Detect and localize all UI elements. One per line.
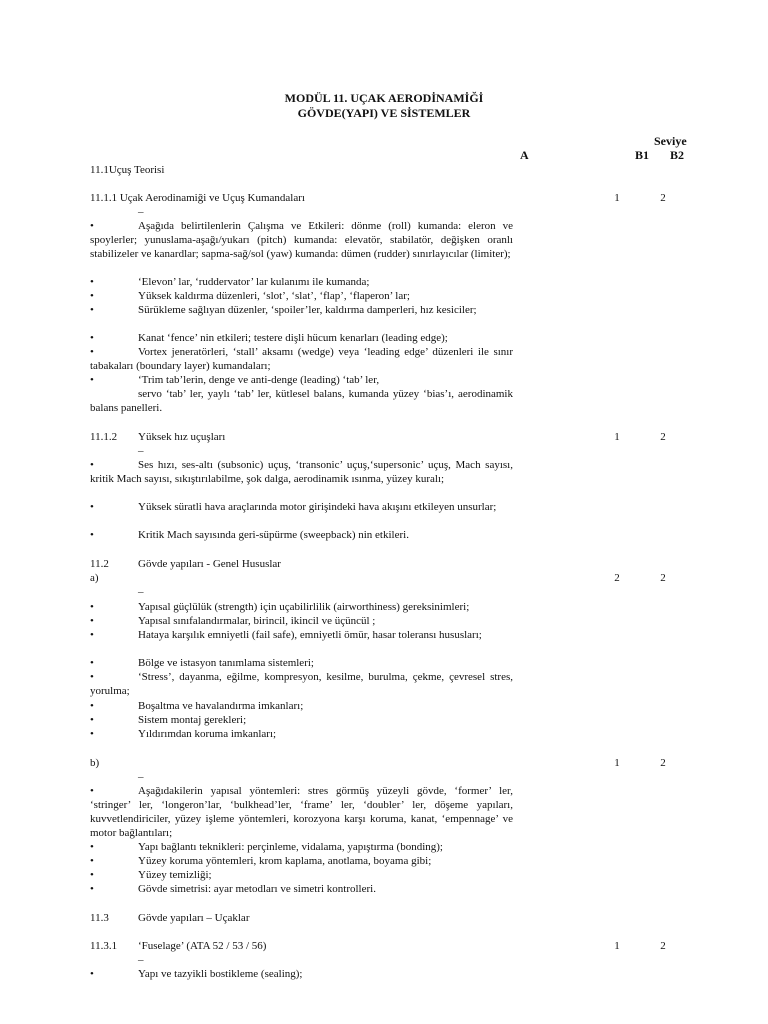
- list-item: [90, 289, 513, 303]
- list-item: [90, 275, 513, 289]
- section-number: 11.2: [90, 558, 109, 570]
- list-item: [90, 656, 513, 670]
- module-title: MODÜL 11. UÇAK AERODİNAMİĞİ: [284, 91, 484, 105]
- section-heading: ‘Fuselage’ (ATA 52 / 53 / 56): [138, 940, 267, 952]
- list-item-text: Kanat ‘fence’ nin etkileri; testere dişli hücum kenarları (leading edge);: [138, 332, 448, 344]
- section-heading: 11.1.1 Uçak Aerodinamiği ve Uçuş Kumandaları: [90, 192, 305, 204]
- list-item-text: Sürükleme sağlıyan düzenler, ‘spoiler’ler, kaldırma damperleri, hız kesiciler;: [138, 304, 477, 316]
- bullet-marker: •: [90, 276, 94, 288]
- list-item-text: Hataya karşılık emniyetli (fail safe), emniyetli ömür, hasar toleransı hususları;: [138, 629, 482, 641]
- bullet-marker: •: [90, 332, 94, 344]
- list-item-text: Yapı ve tazyikli bostikleme (sealing);: [138, 968, 303, 980]
- list-item-text: Aşağıda belirtilenlerin Çalışma ve Etkileri: dönme (roll) kumanda: eleron ve spoylerler; yunuslama-aşağı/yukarı (pitch) kumanda: elevatör, stabilatör, değişken oranlı stabilizeler ve kanardlar; sapma-sağ/sol (yaw) kumanda: dümen (rudder) sınırlayıcılar (limiter);: [90, 220, 513, 260]
- bullet-marker: •: [90, 529, 94, 541]
- list-item: [90, 628, 513, 642]
- list-item-text: Yüzey temizliği;: [138, 869, 212, 881]
- section-heading: Gövde yapıları – Uçaklar: [138, 912, 250, 924]
- level-b2: 2: [660, 940, 666, 952]
- list-item-text: ‘Elevon’ lar, ‘ruddervator’ lar kulanımı ile kumanda;: [138, 276, 370, 288]
- section-number: 11.3: [90, 912, 109, 924]
- level-b2: 2: [660, 757, 666, 769]
- list-item: [90, 699, 513, 713]
- list-item-text: ‘Trim tab’lerin, denge ve anti-denge (leading) ‘tab’ ler,: [138, 374, 380, 386]
- bullet-marker: •: [90, 220, 94, 232]
- list-item-text: Yapı bağlantı teknikleri: perçinleme, vidalama, yapıştırma (bonding);: [138, 841, 443, 853]
- list-item-text: Gövde simetrisi: ayar metodları ve simetri kontrolleri.: [138, 883, 376, 895]
- list-item: [90, 373, 513, 387]
- list-item: [90, 345, 513, 373]
- list-item: [90, 600, 513, 614]
- bullet-marker: •: [90, 657, 94, 669]
- list-item-text: Sistem montaj gerekleri;: [138, 714, 247, 726]
- bullet-marker: •: [90, 855, 94, 867]
- list-item: [90, 614, 513, 628]
- list-item-text: Yapısal sınıfalandırmalar, birincil, ikincil ve üçüncül ;: [138, 615, 376, 627]
- bullet-marker: •: [90, 615, 94, 627]
- bullet-marker: •: [90, 671, 94, 683]
- list-item: [90, 854, 513, 868]
- section-heading: Gövde yapıları - Genel Hususlar: [138, 558, 281, 570]
- level-b1: 1: [614, 940, 620, 952]
- level-b2: 2: [660, 431, 666, 443]
- bullet-marker: •: [90, 700, 94, 712]
- list-item: [90, 713, 513, 727]
- bullet-marker: •: [90, 290, 94, 302]
- column-header-seviye: Seviye: [654, 134, 687, 148]
- bullet-marker: •: [90, 968, 94, 980]
- section-number: 11.1.2: [90, 431, 118, 443]
- list-item-continuation: servo ‘tab’ ler, yaylı ‘tab’ ler, kütlesel balans, kumanda yüzey ‘bias’ı, aerodinamik balans panelleri.: [90, 388, 513, 414]
- level-b2: 2: [660, 192, 666, 204]
- bullet-marker: •: [90, 374, 94, 386]
- level-b1: 1: [614, 431, 620, 443]
- dash-marker: –: [138, 771, 144, 783]
- list-item: [90, 219, 513, 261]
- list-item: [90, 784, 513, 840]
- dash-marker: –: [138, 445, 144, 457]
- bullet-marker: •: [90, 883, 94, 895]
- column-header-b2: B2: [670, 148, 685, 162]
- bullet-marker: •: [90, 459, 94, 471]
- list-item-text: ‘Stress’, dayanma, eğilme, kompresyon, kesilme, burulma, çekme, çevresel stres, yorulma;: [90, 671, 513, 697]
- level-b2: 2: [660, 572, 666, 584]
- list-item: [90, 670, 513, 698]
- list-item: [90, 458, 513, 486]
- bullet-marker: •: [90, 629, 94, 641]
- list-item: [90, 727, 513, 741]
- dash-marker: –: [138, 206, 144, 218]
- bullet-marker: •: [90, 304, 94, 316]
- list-item: [90, 967, 513, 981]
- bullet-marker: •: [90, 601, 94, 613]
- list-item: [90, 840, 513, 854]
- column-header-b1: B1: [635, 148, 650, 162]
- list-item-text: Yıldırımdan koruma imkanları;: [138, 728, 277, 740]
- list-item-text: Yüksek kaldırma düzenleri, ‘slot’, ‘slat’, ‘flap’, ‘flaperon’ lar;: [138, 290, 410, 302]
- list-item-text: Vortex jeneratörleri, ‘stall’ aksamı (wedge) veya ‘leading edge’ düzenleri ile sınır tabakaları (boundary layer) kumandaları;: [90, 346, 513, 372]
- subsection-label: a): [90, 572, 99, 584]
- bullet-marker: •: [90, 714, 94, 726]
- section-heading: 11.1Uçuş Teorisi: [90, 164, 165, 176]
- list-item-text: Yapısal güçlülük (strength) için uçabilirlilik (airworthiness) gereksinimleri;: [138, 601, 470, 613]
- list-item-text: Aşağıdakilerin yapısal yöntemleri: stres görmüş yüzeyli gövde, ‘former’ ler, ‘stringer’ ler, ‘longeron’lar, ‘bulkhead’ler, ‘frame’ ler, ‘doubler’ ler, döşeme yapıları, kuvvetlendiriciler, yüzey işleme yöntemleri, korozyona karşı koruma, kanat, ‘empennage’ ve motor bağlantıları;: [90, 785, 513, 839]
- section-heading: Yüksek hız uçuşları: [138, 431, 226, 443]
- list-item-text: Yüksek süratli hava araçlarında motor girişindeki hava akışını etkileyen unsurlar;: [138, 501, 497, 513]
- list-item: [90, 528, 513, 542]
- level-b1: 1: [614, 757, 620, 769]
- module-subtitle: GÖVDE(YAPI) VE SİSTEMLER: [297, 106, 471, 120]
- list-item-text: Bölge ve istasyon tanımlama sistemleri;: [138, 657, 314, 669]
- list-item-text: Yüzey koruma yöntemleri, krom kaplama, anotlama, boyama gibi;: [138, 855, 432, 867]
- list-item-text: Kritik Mach sayısında geri-süpürme (sweepback) nin etkileri.: [138, 529, 409, 541]
- bullet-marker: •: [90, 728, 94, 740]
- subsection-label: b): [90, 757, 100, 769]
- column-header-a: A: [520, 148, 529, 162]
- list-item: [90, 500, 513, 514]
- level-b1: 2: [614, 572, 620, 584]
- list-item: [90, 882, 513, 896]
- list-item: [90, 331, 513, 345]
- list-item-text: Ses hızı, ses-altı (subsonic) uçuş, ‘transonic’ uçuş,‘supersonic’ uçuş, Mach sayısı, kritik Mach sayısı, sıkıştırılabilme, şok dalga, aerodinamik ısınma, yüzey kuralı;: [90, 459, 513, 485]
- bullet-marker: •: [90, 841, 94, 853]
- list-item-text: Boşaltma ve havalandırma imkanları;: [138, 700, 304, 712]
- bullet-marker: •: [90, 869, 94, 881]
- list-item: [90, 868, 513, 882]
- list-item: [90, 303, 513, 317]
- bullet-marker: •: [90, 501, 94, 513]
- bullet-marker: •: [90, 346, 94, 358]
- level-b1: 1: [614, 192, 620, 204]
- dash-marker: –: [138, 586, 144, 598]
- dash-marker: –: [138, 954, 144, 966]
- section-number: 11.3.1: [90, 940, 118, 952]
- bullet-marker: •: [90, 785, 94, 797]
